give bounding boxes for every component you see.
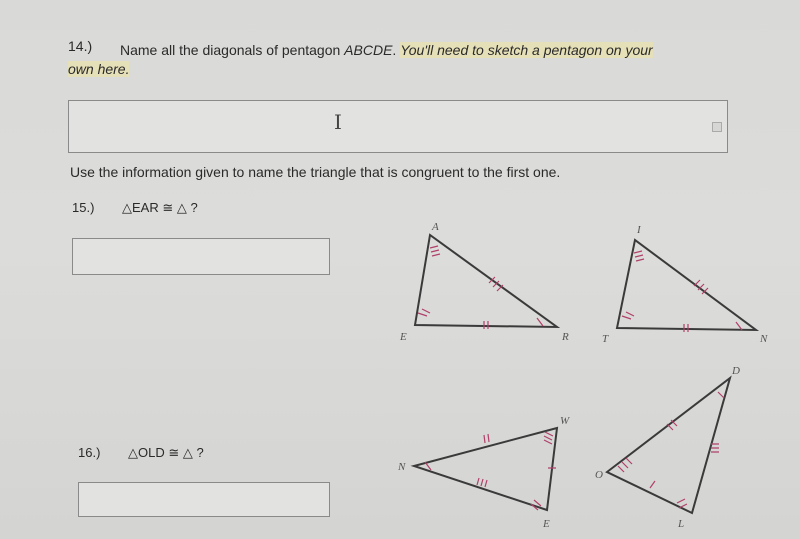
vertex-label-e2: E	[543, 518, 550, 530]
vertex-label-i: I	[637, 224, 641, 236]
text-cursor-icon: I	[334, 110, 342, 134]
q15-number: 15.)	[72, 200, 95, 215]
q14-number: 14.)	[68, 38, 93, 54]
tick-marks-dol	[618, 392, 724, 508]
vertex-label-d: D	[732, 365, 740, 377]
q15-prompt: △EAR ≅ △ ?	[122, 200, 198, 215]
vertex-label-r: R	[562, 331, 569, 343]
vertex-label-e: E	[400, 331, 407, 343]
tick-marks-itn	[622, 251, 742, 332]
q14-text: Name all the diagonals of pentagon	[120, 42, 345, 58]
vertex-label-w: W	[560, 415, 570, 427]
q14-shape-name: ABCDE	[344, 42, 393, 58]
vertex-label-o: O	[595, 469, 603, 481]
triangle-ear	[415, 235, 557, 327]
q14-highlight-1: You'll need to sketch a pentagon on your	[400, 42, 653, 58]
instructions-text: Use the information given to name the triangle that is congruent to the first one.	[70, 164, 561, 180]
q16-prompt: △OLD ≅ △ ?	[128, 445, 204, 460]
triangle-dol	[607, 378, 730, 513]
triangle-wne	[414, 428, 557, 510]
tick-marks-wne	[425, 432, 556, 510]
triangle-itn	[617, 240, 756, 330]
tick-marks-ear	[418, 246, 543, 329]
q16-number: 16.)	[78, 445, 101, 460]
vertex-label-a: A	[432, 221, 439, 233]
q14-text-end: .	[392, 42, 401, 58]
q14-highlight-2: own here.	[68, 61, 130, 77]
vertex-label-n: N	[760, 333, 768, 345]
vertex-label-l: L	[678, 518, 685, 530]
vertex-label-t: T	[602, 333, 609, 345]
vertex-label-n2: N	[398, 461, 406, 473]
